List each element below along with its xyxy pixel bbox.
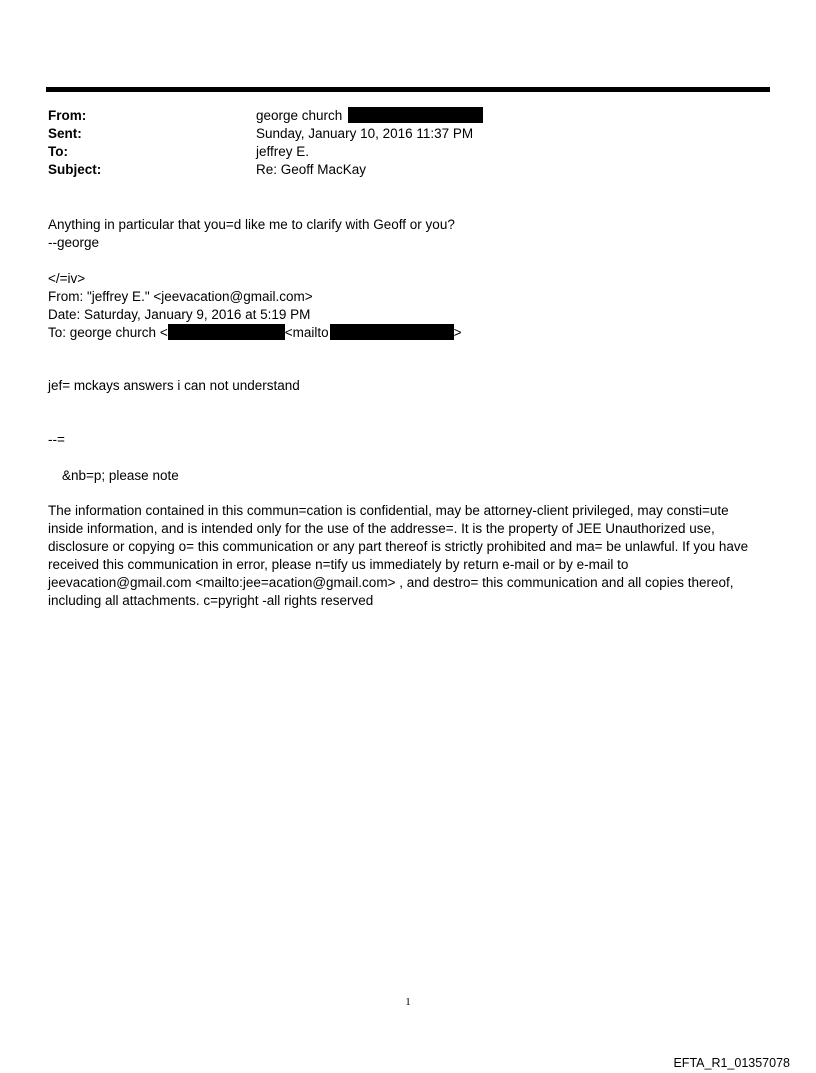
- quoted-body: jef= mckays answers i can not understand: [48, 378, 300, 393]
- disclaimer-line: inside information, and is intended only for the use of the addresse=. It is the property of JEE Unauthorized use,: [48, 521, 715, 536]
- from-label: From:: [48, 108, 87, 123]
- subject-value: Re: Geoff MacKay: [256, 162, 367, 177]
- quoted-to-mailto: <mailto: [284, 325, 329, 340]
- to-value: jeffrey E.: [256, 144, 310, 159]
- email-header: [48, 107, 483, 179]
- disclaimer-line: disclosure or copying o= this communication or any part thereof is strictly prohibited and ma= be unlawful. If you have: [48, 539, 749, 554]
- quoted-to: [48, 324, 462, 342]
- sent-label: Sent:: [48, 126, 82, 141]
- from-row: [48, 107, 483, 125]
- page-number: 1: [405, 996, 411, 1008]
- confidentiality-disclaimer: [48, 502, 770, 610]
- redaction-box: [330, 324, 454, 340]
- redaction-box: [348, 107, 483, 123]
- to-row: [48, 143, 483, 161]
- subject-row: [48, 161, 483, 179]
- quoted-date: Date: Saturday, January 9, 2016 at 5:19 PM: [48, 307, 311, 322]
- message-signoff: --george: [48, 235, 100, 250]
- disclaimer-line: received this communication in error, please n=tify us immediately by return e-mail or by e-mail to: [48, 557, 629, 572]
- header-rule: [46, 87, 770, 92]
- signature-note: &nb=p; please note: [62, 468, 179, 483]
- subject-label: Subject:: [48, 162, 102, 177]
- redaction-box: [168, 324, 285, 340]
- disclaimer-line: jeevacation@gmail.com <mailto:jee=acation@gmail.com> , and destro= this communication and all copies thereof,: [48, 575, 734, 590]
- message-line: Anything in particular that you=d like me to clarify with Geoff or you?: [48, 217, 455, 232]
- quoted-to-prefix: To: george church <: [48, 325, 168, 340]
- quoted-to-suffix: >: [453, 325, 462, 340]
- message-body: [48, 216, 455, 252]
- sent-value: Sunday, January 10, 2016 11:37 PM: [256, 126, 474, 141]
- quoted-header: [48, 270, 462, 342]
- disclaimer-line: including all attachments. c=pyright -all rights reserved: [48, 593, 374, 608]
- div-marker: </=iv>: [48, 271, 86, 286]
- disclaimer-line: The information contained in this commun=cation is confidential, may be attorney-client privileged, may consti=ute: [48, 503, 729, 518]
- quoted-from: From: "jeffrey E." <jeevacation@gmail.com>: [48, 289, 313, 304]
- from-value: [256, 107, 483, 125]
- to-label: To:: [48, 144, 68, 159]
- from-name: george church: [256, 108, 343, 123]
- document-id: EFTA_R1_01357078: [673, 1056, 790, 1070]
- signature-marker: --=: [48, 432, 65, 447]
- sent-row: [48, 125, 483, 143]
